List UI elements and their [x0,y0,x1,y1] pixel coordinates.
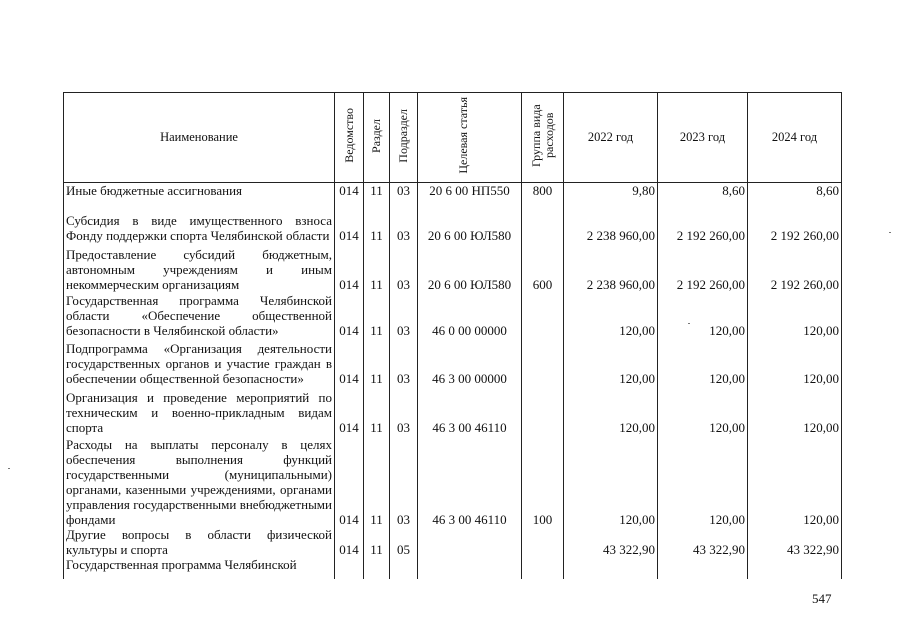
header-dept: Ведомство [335,93,364,183]
table-row: Организация и проведение мероприятий по техническим и военно-прикладным видам спорта 014 11 03 46 3 00 46110 120,00 120,00 120,00 [64,386,842,435]
header-section: Раздел [364,93,390,183]
table-row: Иные бюджетные ассигнования 014 11 03 20 6 00 НП550 800 9,80 8,60 8,60 [64,183,842,199]
budget-table [63,92,842,579]
page-number: 547 [812,591,832,606]
table-row: Государственная программа Челябинской [64,557,842,579]
table-row: Субсидия в виде имущественного взноса Фонду поддержки спорта Челябинской области 014 11 03 20 6 00 ЮЛ580 2 238 960,00 2 192 260,00 2 192 260,00 [64,198,842,243]
scan-speck [8,468,10,469]
table-header-row [64,93,842,183]
table-row: Предоставление субсидий бюджетным, автономным учреждениям и иным некоммерческим организациям 014 11 03 20 6 00 ЮЛ580 600 2 238 960,00 2 192 260,00 2 192 260,00 [64,243,842,292]
table-row: Другие вопросы в области физической культуры и спорта 014 11 05 43 322,90 43 322,90 43 322,90 [64,527,842,557]
header-subsection: Подраздел [390,93,418,183]
table-row: Подпрограмма «Организация деятельности государственных органов и участие граждан в обеспечении общественной безопасности» 014 11 03 46 3 00 00000 120,00 120,00 120,00 [64,338,842,386]
scan-speck [688,323,690,324]
table-row: Расходы на выплаты персоналу в целях обеспечения выполнения функций государственными (муниципальными) органами, казенными учреждениями, органами управления государственными внебюджетными фондами 014 11 03 46 3 00 46110 100 120,00 120,00 120,00 [64,435,842,527]
header-2024: 2024 год [748,93,842,183]
header-target-article: Целевая статья [418,93,522,183]
header-2023: 2023 год [658,93,748,183]
table-row: Государственная программа Челябинской области «Обеспечение общественной безопасности в Челябинской области» 014 11 03 46 0 00 00000 120,00 120,00 120,00 [64,292,842,338]
header-2022: 2022 год [564,93,658,183]
header-name: Наименование [64,93,335,183]
header-expense-group: Группа вида расходов [522,93,564,183]
scan-speck [889,232,891,233]
